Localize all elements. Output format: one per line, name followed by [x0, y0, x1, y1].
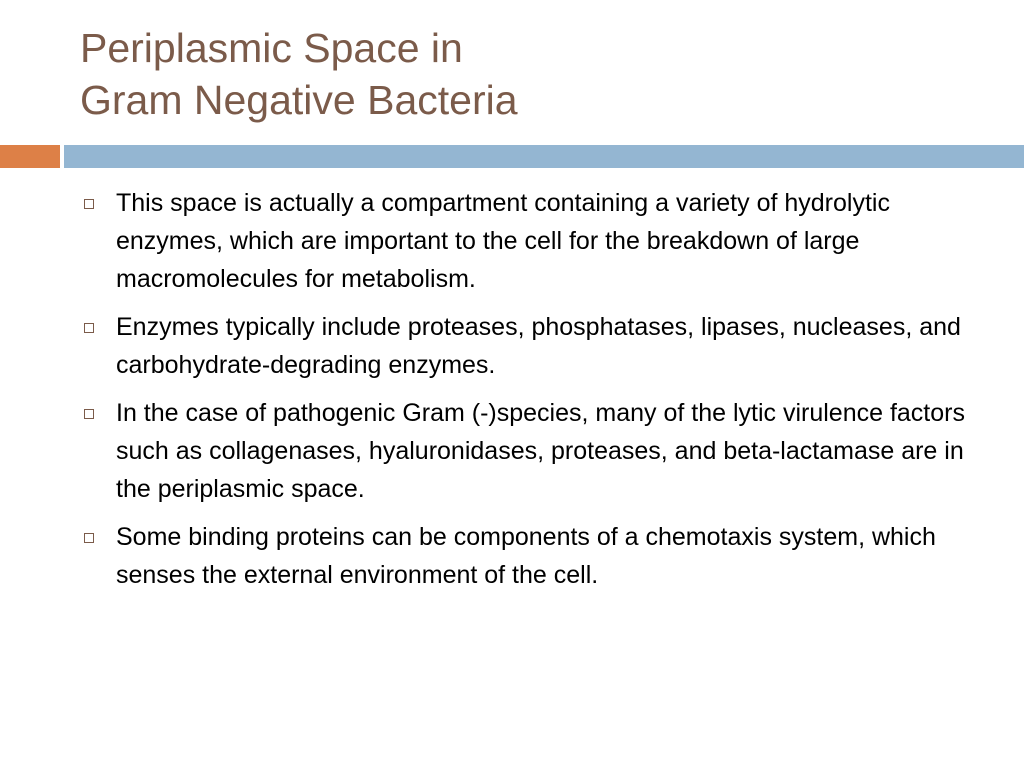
hollow-square-bullet-icon	[84, 323, 94, 333]
bullet-text: This space is actually a compartment containing a variety of hydrolytic enzymes, which are important to the cell for the breakdown of large macromolecules for metabolism.	[116, 189, 890, 293]
bullet-list	[84, 184, 984, 604]
bullet-text: Enzymes typically include proteases, phosphatases, lipases, nucleases, and carbohydrate-degrading enzymes.	[116, 313, 961, 379]
bullet-text: Some binding proteins can be components of a chemotaxis system, which senses the external environment of the cell.	[116, 523, 936, 589]
slide-title-line-2: Gram Negative Bacteria	[80, 77, 518, 123]
slide-title	[80, 22, 980, 126]
bullet-item	[84, 394, 984, 508]
slide-title-line-1: Periplasmic Space in	[80, 25, 463, 71]
accent-bar-orange	[0, 145, 60, 168]
hollow-square-bullet-icon	[84, 409, 94, 419]
accent-bar-blue	[64, 145, 1024, 168]
bullet-item	[84, 518, 984, 594]
hollow-square-bullet-icon	[84, 199, 94, 209]
bullet-item	[84, 184, 984, 298]
hollow-square-bullet-icon	[84, 533, 94, 543]
bullet-item	[84, 308, 984, 384]
bullet-text: In the case of pathogenic Gram (-)species, many of the lytic virulence factors such as collagenases, hyaluronidases, proteases, and beta-lactamase are in the periplasmic space.	[116, 399, 965, 503]
